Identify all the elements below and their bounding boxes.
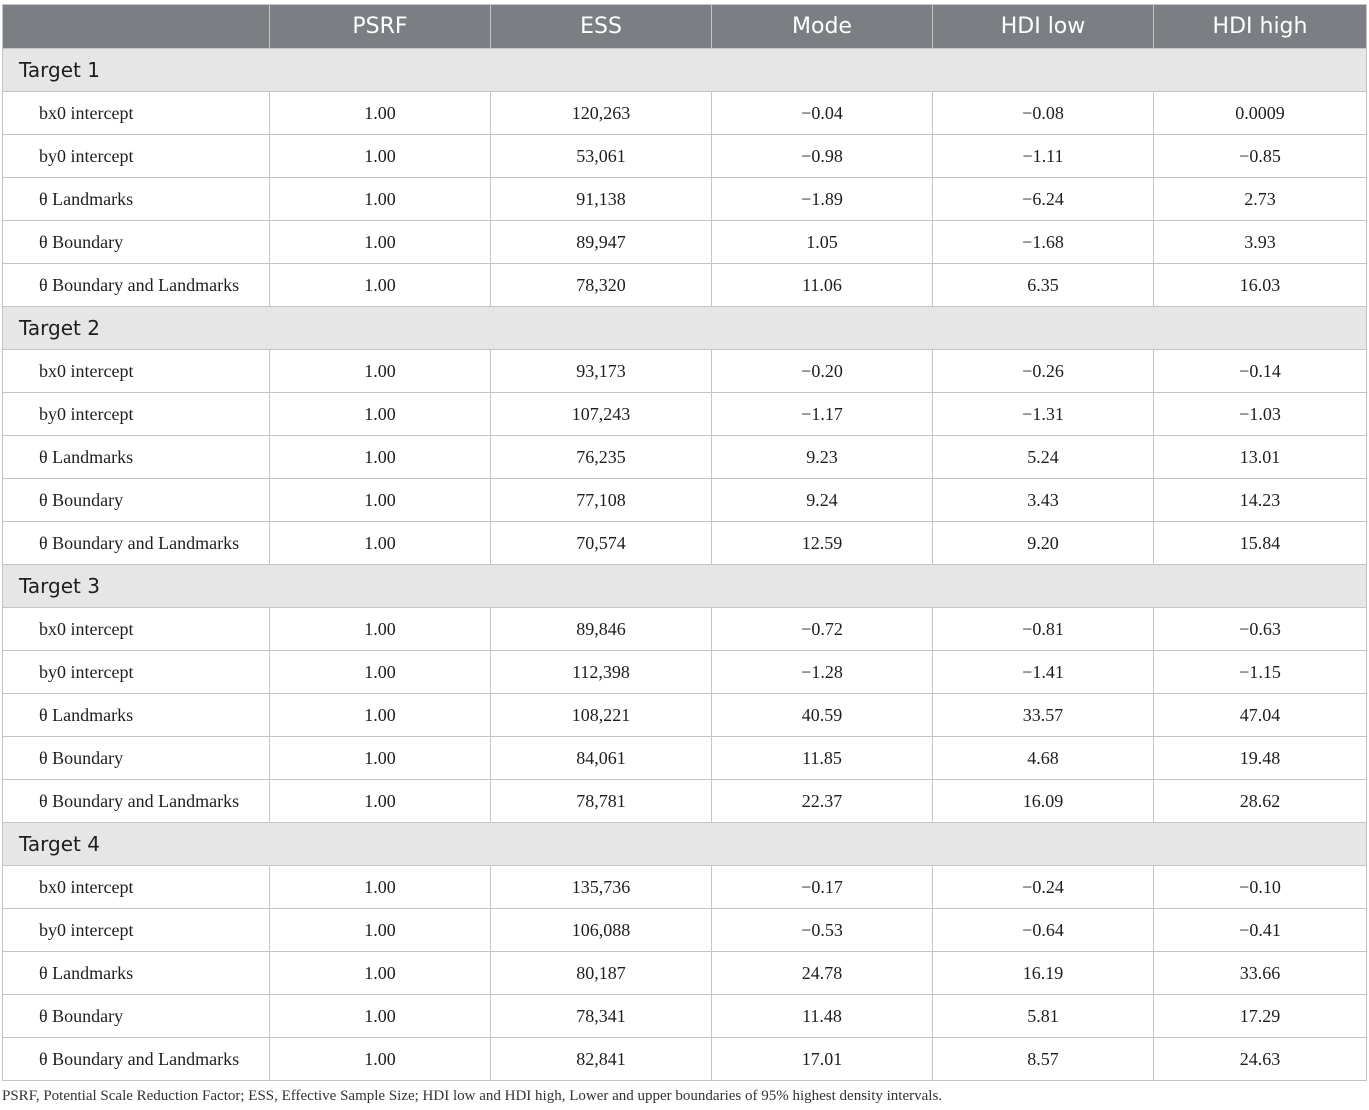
cell-mode: −0.53 [712,909,933,952]
cell-mode: 11.85 [712,737,933,780]
cell-ess: 78,320 [491,264,712,307]
cell-psrf: 1.00 [270,952,491,995]
cell-parameter: by0 intercept [3,135,270,178]
group-title: Target 4 [3,823,1367,866]
cell-ess: 80,187 [491,952,712,995]
cell-hdi-high: 17.29 [1154,995,1367,1038]
cell-psrf: 1.00 [270,737,491,780]
cell-ess: 108,221 [491,694,712,737]
cell-psrf: 1.00 [270,522,491,565]
cell-hdi-high: −0.63 [1154,608,1367,651]
cell-psrf: 1.00 [270,866,491,909]
table-row [3,608,1367,651]
cell-hdi-low: −0.81 [933,608,1154,651]
cell-ess: 135,736 [491,866,712,909]
cell-psrf: 1.00 [270,694,491,737]
cell-ess: 77,108 [491,479,712,522]
cell-mode: −0.17 [712,866,933,909]
cell-parameter: by0 intercept [3,393,270,436]
cell-psrf: 1.00 [270,1038,491,1081]
cell-mode: 22.37 [712,780,933,823]
cell-ess: 84,061 [491,737,712,780]
cell-hdi-high: 16.03 [1154,264,1367,307]
cell-ess: 89,846 [491,608,712,651]
table-row [3,178,1367,221]
table-row [3,522,1367,565]
cell-hdi-low: −6.24 [933,178,1154,221]
table-row [3,737,1367,780]
cell-ess: 106,088 [491,909,712,952]
cell-psrf: 1.00 [270,479,491,522]
cell-hdi-low: −1.31 [933,393,1154,436]
cell-mode: −1.17 [712,393,933,436]
table-row [3,694,1367,737]
cell-psrf: 1.00 [270,995,491,1038]
cell-hdi-low: 3.43 [933,479,1154,522]
cell-hdi-high: −0.14 [1154,350,1367,393]
group-title: Target 3 [3,565,1367,608]
table-row [3,651,1367,694]
cell-ess: 120,263 [491,92,712,135]
cell-hdi-low: 5.24 [933,436,1154,479]
group-title: Target 2 [3,307,1367,350]
cell-psrf: 1.00 [270,178,491,221]
cell-ess: 70,574 [491,522,712,565]
cell-mode: 1.05 [712,221,933,264]
table-row [3,866,1367,909]
cell-parameter: by0 intercept [3,651,270,694]
cell-psrf: 1.00 [270,92,491,135]
cell-psrf: 1.00 [270,264,491,307]
group-title: Target 1 [3,49,1367,92]
cell-mode: −0.04 [712,92,933,135]
cell-hdi-low: −0.24 [933,866,1154,909]
cell-hdi-high: 33.66 [1154,952,1367,995]
cell-hdi-low: 6.35 [933,264,1154,307]
table-row [3,135,1367,178]
cell-parameter: bx0 intercept [3,350,270,393]
cell-mode: 11.48 [712,995,933,1038]
header-cell-hdi-high: HDI high [1154,5,1367,49]
cell-hdi-low: 16.09 [933,780,1154,823]
table-row [3,909,1367,952]
cell-psrf: 1.00 [270,135,491,178]
group-row [3,565,1367,608]
table-body [3,49,1367,1081]
cell-hdi-low: 33.57 [933,694,1154,737]
cell-psrf: 1.00 [270,608,491,651]
cell-parameter: θ Boundary and Landmarks [3,1038,270,1081]
cell-mode: 24.78 [712,952,933,995]
cell-mode: 40.59 [712,694,933,737]
cell-hdi-high: −0.41 [1154,909,1367,952]
table-row [3,1038,1367,1081]
cell-parameter: θ Boundary [3,221,270,264]
cell-hdi-high: 3.93 [1154,221,1367,264]
cell-mode: −0.98 [712,135,933,178]
group-row [3,823,1367,866]
table-row [3,264,1367,307]
table-footnote: PSRF, Potential Scale Reduction Factor; ESS, Effective Sample Size; HDI low and HDI high, Lower and upper boundaries of 95% highest density intervals. [2,1088,943,1104]
table-row [3,350,1367,393]
cell-parameter: bx0 intercept [3,92,270,135]
cell-parameter: θ Boundary [3,737,270,780]
cell-ess: 91,138 [491,178,712,221]
cell-psrf: 1.00 [270,780,491,823]
table-row [3,479,1367,522]
table-row [3,221,1367,264]
cell-parameter: θ Landmarks [3,436,270,479]
cell-hdi-low: −0.64 [933,909,1154,952]
cell-psrf: 1.00 [270,909,491,952]
cell-ess: 53,061 [491,135,712,178]
cell-hdi-high: 2.73 [1154,178,1367,221]
cell-hdi-low: 8.57 [933,1038,1154,1081]
cell-mode: 11.06 [712,264,933,307]
group-row [3,307,1367,350]
cell-mode: 9.24 [712,479,933,522]
cell-psrf: 1.00 [270,436,491,479]
table-header [3,5,1367,49]
cell-ess: 107,243 [491,393,712,436]
cell-parameter: θ Boundary [3,479,270,522]
cell-mode: −1.28 [712,651,933,694]
cell-hdi-low: 9.20 [933,522,1154,565]
cell-ess: 89,947 [491,221,712,264]
cell-ess: 78,781 [491,780,712,823]
header-cell-parameter [3,5,270,49]
table-row [3,393,1367,436]
cell-mode: 17.01 [712,1038,933,1081]
cell-hdi-high: −0.85 [1154,135,1367,178]
table-row [3,952,1367,995]
cell-hdi-high: 13.01 [1154,436,1367,479]
table-row [3,995,1367,1038]
cell-hdi-low: 4.68 [933,737,1154,780]
cell-parameter: θ Landmarks [3,694,270,737]
cell-parameter: bx0 intercept [3,866,270,909]
header-cell-ess: ESS [491,5,712,49]
cell-hdi-high: −1.03 [1154,393,1367,436]
cell-hdi-high: 0.0009 [1154,92,1367,135]
cell-psrf: 1.00 [270,393,491,436]
cell-parameter: θ Landmarks [3,178,270,221]
cell-psrf: 1.00 [270,651,491,694]
cell-ess: 76,235 [491,436,712,479]
cell-parameter: bx0 intercept [3,608,270,651]
header-cell-psrf: PSRF [270,5,491,49]
table-row [3,436,1367,479]
cell-hdi-high: 47.04 [1154,694,1367,737]
cell-parameter: by0 intercept [3,909,270,952]
cell-mode: −0.72 [712,608,933,651]
cell-hdi-high: 28.62 [1154,780,1367,823]
header-row [3,5,1367,49]
header-cell-mode: Mode [712,5,933,49]
statistics-table [2,4,1367,1081]
cell-hdi-low: −1.11 [933,135,1154,178]
cell-psrf: 1.00 [270,221,491,264]
cell-psrf: 1.00 [270,350,491,393]
cell-hdi-low: −1.68 [933,221,1154,264]
group-row [3,49,1367,92]
cell-parameter: θ Boundary and Landmarks [3,264,270,307]
cell-hdi-high: 15.84 [1154,522,1367,565]
cell-ess: 93,173 [491,350,712,393]
cell-hdi-low: 5.81 [933,995,1154,1038]
header-cell-hdi-low: HDI low [933,5,1154,49]
cell-parameter: θ Boundary [3,995,270,1038]
cell-mode: −1.89 [712,178,933,221]
cell-mode: −0.20 [712,350,933,393]
cell-hdi-high: −1.15 [1154,651,1367,694]
cell-parameter: θ Boundary and Landmarks [3,522,270,565]
cell-ess: 112,398 [491,651,712,694]
cell-hdi-low: −1.41 [933,651,1154,694]
cell-hdi-high: 24.63 [1154,1038,1367,1081]
cell-hdi-high: 14.23 [1154,479,1367,522]
cell-ess: 82,841 [491,1038,712,1081]
cell-parameter: θ Boundary and Landmarks [3,780,270,823]
cell-hdi-low: −0.08 [933,92,1154,135]
cell-ess: 78,341 [491,995,712,1038]
cell-hdi-low: −0.26 [933,350,1154,393]
table-row [3,92,1367,135]
cell-hdi-low: 16.19 [933,952,1154,995]
table-row [3,780,1367,823]
cell-mode: 9.23 [712,436,933,479]
cell-hdi-high: 19.48 [1154,737,1367,780]
cell-parameter: θ Landmarks [3,952,270,995]
cell-mode: 12.59 [712,522,933,565]
cell-hdi-high: −0.10 [1154,866,1367,909]
